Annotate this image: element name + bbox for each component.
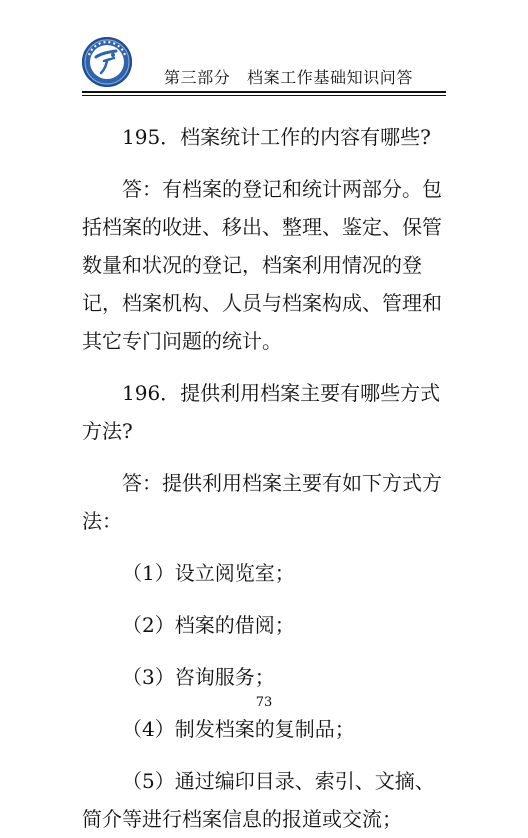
header-rule-thick xyxy=(82,91,446,93)
answer-196-item-5: （5）通过编印目录、索引、文摘、简介等进行档案信息的报道或交流； xyxy=(82,769,435,831)
header-rule-thin xyxy=(82,95,446,96)
question-195: 195．档案统计工作的内容有哪些? xyxy=(122,125,431,149)
answer-196-intro: 答：提供利用档案主要有如下方式方法： xyxy=(82,471,442,533)
page-header-title: 第三部分 档案工作基础知识问答 xyxy=(164,68,414,87)
question-196: 196．提供利用档案主要有哪些方式方法? xyxy=(82,381,441,443)
answer-196-item-3: （3）咨询服务； xyxy=(122,665,275,689)
university-emblem-icon xyxy=(82,37,132,87)
page-body xyxy=(82,118,452,838)
answer-195: 答：有档案的登记和统计两部分。包括档案的收进、移出、整理、鉴定、保管数量和状况的登记，档案利用情况的登记，档案机构、人员与档案构成、管理和其它专门问题的统计。 xyxy=(82,177,442,353)
answer-196-item-1: （1）设立阅览室； xyxy=(122,561,295,585)
answer-196-item-4: （4）制发档案的复制品； xyxy=(122,717,355,741)
page-number: 73 xyxy=(255,695,273,710)
page-header xyxy=(0,0,528,100)
answer-196-item-2: （2）档案的借阅； xyxy=(122,613,295,637)
